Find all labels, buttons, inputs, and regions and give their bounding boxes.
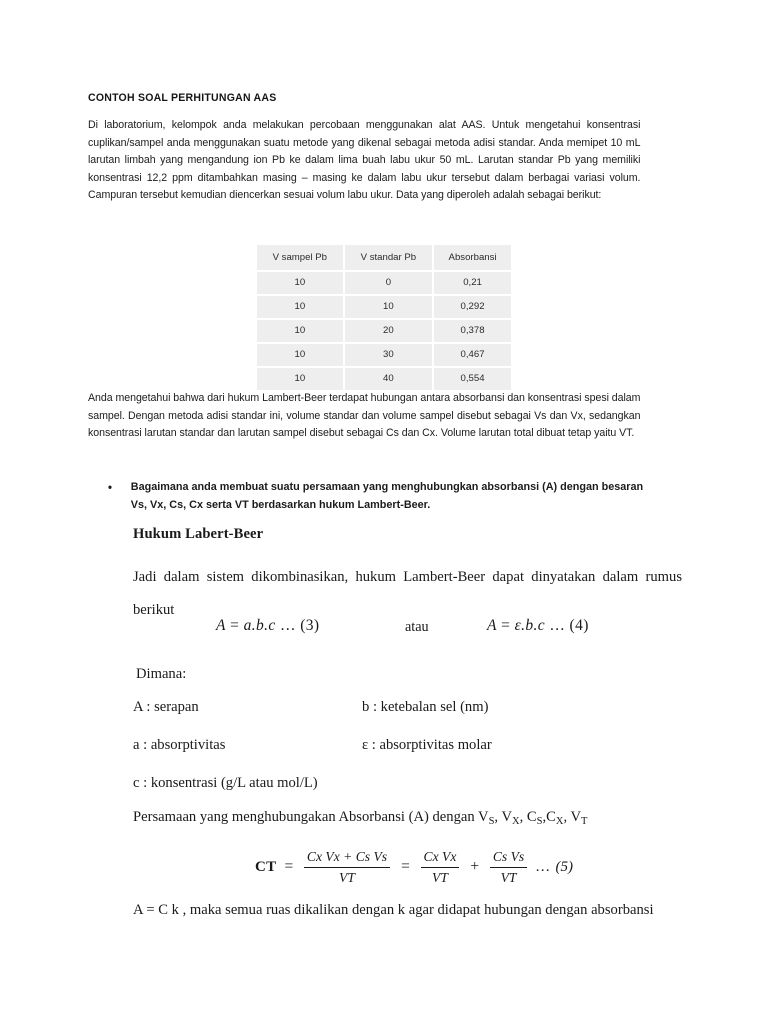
persamaan-sub-s1: S xyxy=(488,816,495,827)
equation-4 xyxy=(487,617,589,635)
intro-paragraph: Di laboratorium, kelompok anda melakukan percobaan menggunakan alat AAS. Untuk mengetahui konsentrasi cuplikan/sampel anda menggunakan suatu metode yang dikenal sebagai metoda adisi standar. Anda memipet 10 mL larutan limbah yang mengandung ion Pb ke dalam lima buah labu ukur 50 mL. Larutan standar Pb yang memiliki konsentrasi 12,2 ppm ditambahkan masing – masing ke dalam labu ukur tersebut dalam berbagai variasi volum. Campuran tersebut kemudian diencerkan sesuai volum labu ukur. Data yang diperoleh adalah sebagai berikut: xyxy=(88,119,641,202)
equation-5-frac2-denominator: VT xyxy=(421,867,460,887)
equation-5-fraction-1 xyxy=(301,848,393,887)
equation-5-frac1-numerator: Cx Vx + Cs Vs xyxy=(306,849,388,864)
table-cell: 0,467 xyxy=(433,343,511,367)
definition-row xyxy=(133,699,633,737)
equation-5-frac1-denominator: VT xyxy=(304,867,390,887)
persamaan-line xyxy=(133,808,587,828)
equation-5-number: (5) xyxy=(555,858,574,875)
persamaan-sub-t: T xyxy=(581,816,588,827)
table-cell: 10 xyxy=(257,271,344,295)
table-cell: 10 xyxy=(257,319,344,343)
equation-4-rhs: ε.b.c xyxy=(514,617,546,634)
lambert-beer-paragraph: Anda mengetahui bahwa dari hukum Lambert-Beer terdapat hubungan antara absorbansi dan konsentrasi spesi dalam sampel. Dengan metoda adisi standar ini, volume standar dan volume sampel disebut sebagai Vs dan Vx, sedangkan konsentrasi larutan standar dan larutan sampel disebut sebagai Cs dan Cx. Volume larutan total dibuat tetap yaitu VT. xyxy=(88,392,641,440)
equation-4-number: (4) xyxy=(569,617,589,634)
equation-5 xyxy=(255,848,573,887)
table-cell: 10 xyxy=(257,295,344,319)
persamaan-sub-s2: S xyxy=(536,816,543,827)
persamaan-sub-x1: X xyxy=(512,816,520,827)
page-title: CONTOH SOAL PERHITUNGAN AAS xyxy=(88,92,277,104)
equation-5-equals-1: = xyxy=(283,858,294,876)
table-cell: 20 xyxy=(344,319,433,343)
persamaan-sub-x2: X xyxy=(555,816,564,827)
equation-5-lhs: CT xyxy=(255,858,277,875)
equation-5-fraction-2 xyxy=(418,848,463,887)
table-cell: 10 xyxy=(344,295,433,319)
equation-3 xyxy=(216,617,319,635)
equation-3-lhs: A xyxy=(216,617,226,634)
section-heading-hukum-lambert-beer: Hukum Labert-Beer xyxy=(133,526,264,542)
table-cell: 10 xyxy=(257,343,344,367)
equation-row-3-4 xyxy=(0,617,768,643)
equation-3-equals: = xyxy=(225,617,244,634)
final-line: A = C k , maka semua ruas dikalikan dengan k agar didapat hubungan dengan absorbansi xyxy=(133,902,654,918)
equation-4-lhs: A xyxy=(487,617,497,634)
equation-connector-atau: atau xyxy=(405,619,429,635)
equation-3-ellipsis: … xyxy=(280,617,296,634)
table-row xyxy=(257,319,511,343)
equation-4-equals: = xyxy=(496,617,515,634)
table-cell: 0,554 xyxy=(433,367,511,390)
table-cell: 40 xyxy=(344,367,433,390)
persamaan-mid2: , C xyxy=(519,809,537,825)
table-header-row xyxy=(257,245,511,271)
table-header-cell: V standar Pb xyxy=(344,245,433,271)
definition-row xyxy=(133,737,633,775)
bullet-text: Bagaimana anda membuat suatu persamaan yang menghubungkan absorbansi (A) dengan besaran Vs, Vx, Cs, Cx serta VT berdasarkan hukum Lambert-Beer. xyxy=(130,481,644,511)
equation-5-frac2-numerator: Cx Vx xyxy=(423,849,457,864)
table-cell: 0,292 xyxy=(433,295,511,319)
equation-5-frac3-denominator: VT xyxy=(490,867,527,887)
definition-left: A : serapan xyxy=(133,699,199,715)
table-cell: 0,21 xyxy=(433,271,511,295)
equation-5-frac3-numerator: Cs Vs xyxy=(492,849,525,864)
table-row xyxy=(257,343,511,367)
table-header-cell: Absorbansi xyxy=(433,245,511,271)
equation-3-rhs: a.b.c xyxy=(243,617,276,634)
persamaan-text: Persamaan yang menghubungakan Absorbansi (A) dengan V xyxy=(133,809,489,825)
jadi-paragraph: Jadi dalam sistem dikombinasikan, hukum Lambert-Beer dapat dinyatakan dalam rumus berikut xyxy=(133,569,682,618)
table-cell: 10 xyxy=(257,367,344,390)
equation-5-equals-2: = xyxy=(400,858,411,876)
table-row xyxy=(257,271,511,295)
question-bullet-item xyxy=(108,479,654,514)
definition-left: a : absorptivitas xyxy=(133,737,226,753)
equation-5-ellipsis: … xyxy=(536,858,550,875)
table-header-cell: V sampel Pb xyxy=(257,245,344,271)
equation-5-fraction-3 xyxy=(487,848,530,887)
persamaan-mid3: ,C xyxy=(542,809,556,825)
table-cell: 0,378 xyxy=(433,319,511,343)
absorbance-data-table xyxy=(257,245,511,390)
persamaan-mid4: , V xyxy=(563,809,582,825)
definition-right: b : ketebalan sel (nm) xyxy=(362,699,489,715)
table-row xyxy=(257,295,511,319)
table-cell: 0 xyxy=(344,271,433,295)
equation-3-number: (3) xyxy=(300,617,320,634)
equation-5-plus: + xyxy=(469,858,480,876)
table-row xyxy=(257,367,511,390)
equation-4-ellipsis: … xyxy=(549,617,566,634)
bullet-marker-icon: • xyxy=(108,480,112,494)
definition-left: c : konsentrasi (g/L atau mol/L) xyxy=(133,775,318,791)
dimana-label: Dimana: xyxy=(136,666,187,682)
definition-right: ε : absorptivitas molar xyxy=(362,737,492,753)
table-cell: 30 xyxy=(344,343,433,367)
definitions-list xyxy=(133,699,633,813)
persamaan-mid1: , V xyxy=(494,809,512,825)
